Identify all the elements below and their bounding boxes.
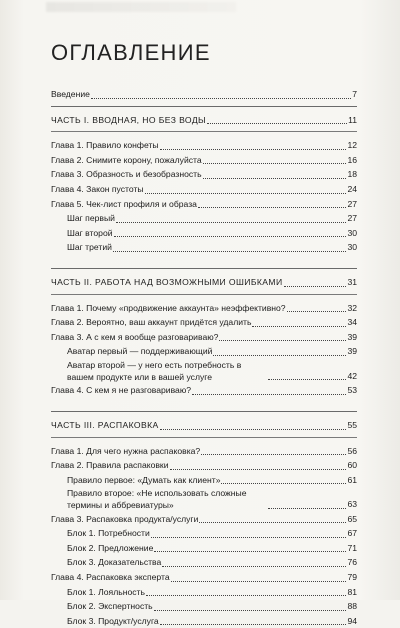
toc-entry-page: 16 (347, 154, 357, 165)
dot-leader (151, 536, 347, 538)
toc-entry-label: Блок 2. Экспертность (67, 601, 153, 612)
toc-entry-page: 24 (347, 183, 357, 194)
toc-entry-label: Аватар второй — у него есть потребность в вашем продукте или в вашей услуге (67, 359, 242, 383)
toc-entry-page: 42 (347, 370, 357, 381)
dot-leader (199, 521, 346, 523)
toc-chapter (51, 182, 357, 197)
section-gap (51, 255, 357, 264)
dot-leader (146, 594, 347, 596)
toc-entry-label: Блок 1. Лояльность (67, 586, 145, 597)
toc-chapter (51, 301, 357, 316)
toc-part-label: ЧАСТЬ III. РАСПАКОВКА (51, 419, 159, 430)
toc-entry-page: 27 (347, 213, 357, 224)
toc-subentry (51, 585, 357, 600)
toc-entry-page: 88 (347, 601, 357, 612)
toc-entry-label: Блок 3. Доказательства (67, 557, 162, 568)
dot-leader (160, 623, 347, 625)
dot-leader (154, 550, 346, 552)
toc-entry-label: Глава 4. С кем я не разговариваю? (51, 385, 192, 396)
toc-subentry (51, 226, 357, 241)
toc-part-label: ЧАСТЬ II. РАБОТА НАД ВОЗМОЖНЫМИ ОШИБКАМИ (51, 276, 283, 287)
toc-entry-page: 30 (347, 242, 357, 253)
toc-subentry (51, 240, 357, 255)
toc-part-3 (51, 418, 357, 433)
toc-part-1 (51, 113, 357, 128)
section-divider (51, 268, 357, 269)
toc-chapter (51, 138, 357, 153)
table-of-contents (51, 87, 357, 628)
dot-leader (219, 339, 346, 341)
toc-entry-label: Правило второе: «Не использовать сложные термины и аббревиатуры» (67, 488, 247, 511)
toc-subentry (51, 487, 357, 511)
toc-entry-label: Шаг второй (67, 227, 113, 238)
dot-leader (201, 453, 346, 455)
toc-entry-label: Глава 2. Снимите корону, пожалуйста (51, 154, 202, 165)
toc-chapter (51, 570, 357, 585)
toc-entry-page: 53 (347, 385, 357, 396)
dot-leader (284, 285, 347, 287)
toc-chapter (51, 444, 357, 459)
toc-entry-page: 27 (347, 198, 357, 209)
toc-entry-page: 39 (347, 331, 357, 342)
toc-chapter (51, 167, 357, 182)
dot-leader (268, 378, 346, 380)
toc-subentry (51, 473, 357, 488)
dot-leader (203, 162, 347, 164)
toc-part-page: 31 (347, 276, 357, 287)
toc-entry-label: Глава 2. Правила распаковки (51, 460, 169, 471)
dot-leader (162, 565, 346, 567)
dot-leader (154, 609, 347, 611)
dot-leader (116, 221, 347, 223)
toc-entry-label: Глава 3. Распаковка продукта/услуги (51, 513, 199, 524)
dot-leader (213, 354, 346, 356)
toc-entry-label: Глава 1. Для чего нужна распаковка? (51, 445, 201, 456)
toc-part-label: ЧАСТЬ I. ВВОДНАЯ, НО БЕЗ ВОДЫ (51, 114, 207, 125)
toc-chapter (51, 197, 357, 212)
toc-entry-label: Глава 5. Чек-лист профиля и образа (51, 198, 197, 209)
toc-entry-label: Блок 3. Продукт/услуга (67, 615, 159, 626)
dot-leader (91, 97, 351, 99)
toc-entry-page: 7 (352, 89, 357, 99)
section-gap (51, 398, 357, 407)
toc-entry-page: 65 (347, 513, 357, 524)
dot-leader (170, 468, 347, 470)
dot-leader (114, 235, 347, 237)
dot-leader (145, 192, 347, 194)
toc-entry-page: 12 (347, 140, 357, 151)
dot-leader (171, 580, 347, 582)
toc-entry-label: Глава 4. Распаковка эксперта (51, 572, 170, 583)
toc-entry-page: 76 (347, 557, 357, 568)
section-divider (51, 411, 357, 412)
toc-heading: ОГЛАВЛЕНИЕ (51, 40, 211, 65)
toc-entry-page: 94 (347, 615, 357, 626)
toc-entry-label: Шаг первый (67, 213, 115, 224)
toc-entry-label: Глава 4. Закон пустоты (51, 183, 144, 194)
dot-leader (198, 206, 347, 208)
toc-part-page: 55 (347, 419, 357, 430)
toc-entry-label: Введение (51, 89, 90, 99)
toc-part-page: 11 (348, 114, 357, 125)
toc-entry-intro (51, 87, 357, 102)
part-underline (51, 294, 357, 295)
toc-chapter (51, 383, 357, 398)
toc-entry-page: 30 (347, 227, 357, 238)
part-underline (51, 437, 357, 438)
dot-leader (287, 310, 347, 312)
dot-leader (160, 148, 347, 150)
toc-entry-label: Шаг третий (67, 242, 112, 253)
dot-leader (160, 428, 347, 430)
dot-leader (221, 482, 346, 484)
toc-subentry (51, 211, 357, 226)
toc-chapter (51, 458, 357, 473)
toc-subentry (51, 344, 357, 359)
toc-part-2 (51, 275, 357, 290)
toc-subentry (51, 599, 357, 614)
toc-subentry (51, 555, 357, 570)
toc-entry-page: 63 (347, 499, 357, 510)
toc-subentry (51, 614, 357, 628)
toc-entry-page: 34 (347, 317, 357, 328)
toc-entry-page: 32 (347, 302, 357, 313)
toc-entry-page: 81 (347, 586, 357, 597)
toc-entry-page: 18 (347, 169, 357, 180)
toc-entry-label: Правило первое: «Думать как клиент» (67, 474, 221, 485)
toc-entry-page: 71 (347, 542, 357, 553)
dot-leader (207, 122, 347, 124)
dot-leader (252, 325, 346, 327)
toc-chapter (51, 512, 357, 527)
toc-entry-page: 79 (347, 572, 357, 583)
toc-entry-page: 61 (347, 474, 357, 485)
dot-leader (203, 177, 347, 179)
toc-entry-label: Глава 2. Вероятно, ваш аккаунт придётся удалить (51, 317, 252, 328)
toc-subentry (51, 541, 357, 556)
toc-entry-label: Блок 2. Предложение (67, 542, 154, 553)
toc-entry-label: Глава 3. А с кем я вообще разговариваю? (51, 331, 219, 342)
toc-chapter (51, 153, 357, 168)
dot-leader (113, 250, 347, 252)
toc-entry-page: 39 (347, 346, 357, 357)
show-through-text (46, 2, 236, 12)
dot-leader (192, 393, 346, 395)
toc-entry-label: Блок 1. Потребности (67, 528, 150, 539)
toc-chapter (51, 315, 357, 330)
toc-entry-label: Глава 1. Правило конфеты (51, 140, 159, 151)
toc-entry-label: Глава 3. Образность и безобразность (51, 169, 202, 180)
part-underline (51, 131, 357, 132)
toc-entry-page: 67 (347, 528, 357, 539)
toc-subentry (51, 526, 357, 541)
dot-leader (268, 507, 346, 509)
section-divider (51, 106, 357, 107)
toc-entry-label: Глава 1. Почему «продвижение аккаунта» неэффективно? (51, 302, 286, 313)
toc-entry-label: Аватар первый — поддерживающий (67, 346, 213, 357)
toc-entry-page: 60 (347, 460, 357, 471)
toc-subentry (51, 359, 357, 383)
toc-chapter (51, 330, 357, 345)
toc-entry-page: 56 (347, 445, 357, 456)
